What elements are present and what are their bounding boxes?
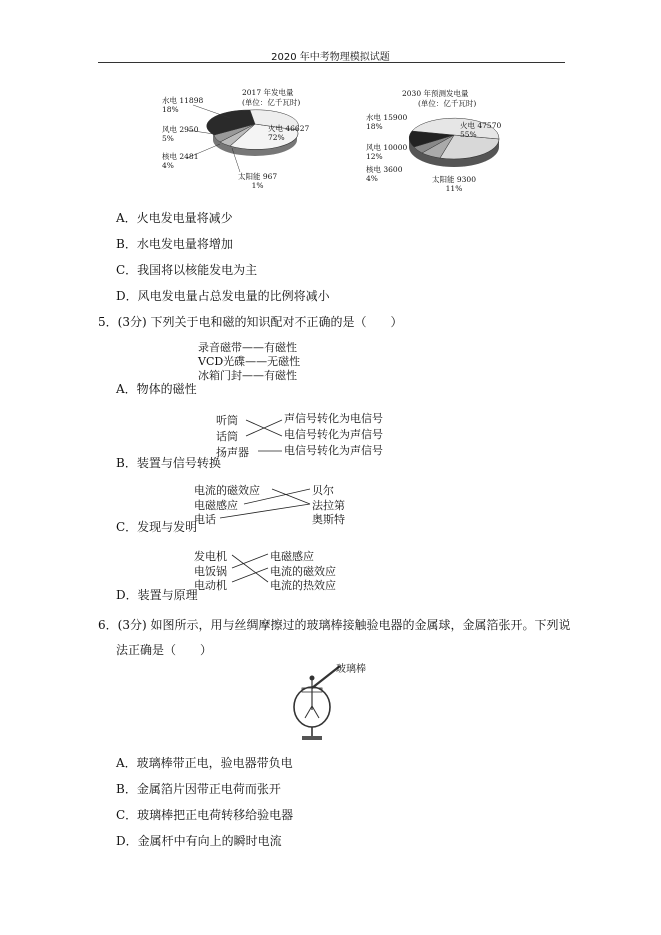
q5-c-figure: 电流的磁效应 电磁感应 电话 贝尔 法拉第 奥斯特: [192, 480, 372, 526]
q5-b-figure: 听筒 话筒 扬声器 声信号转化为电信号 电信号转化为声信号 电信号转化为声信号: [212, 408, 392, 460]
q6-option-c[interactable]: C．玻璃棒把正电荷转移给验电器: [116, 808, 294, 822]
label-wind: 风电 10000 12%: [366, 143, 408, 161]
electroscope-figure: [290, 660, 370, 746]
pie-chart-2030: [362, 85, 522, 195]
label-hydro: 水电 11898 18%: [162, 96, 204, 114]
chart-unit: (单位：亿千瓦时): [418, 99, 477, 108]
q5-a-figure: 录音磁带——有磁性 VCD光碟——无磁性 冰箱门封——有磁性: [198, 341, 301, 382]
chart-title: 2017 年发电量: [242, 88, 294, 97]
q5-d-figure: 发电机 电饭锅 电动机 电磁感应 电流的磁效应 电流的热效应: [192, 546, 372, 592]
glass-rod-label: 玻璃棒: [336, 664, 366, 675]
q4-option-d[interactable]: D．风电发电量占总发电量的比例将减小: [116, 289, 330, 303]
q6-stem-line2: 法正确是（ ）: [116, 643, 213, 657]
label-nuclear: 核电 2481 4%: [162, 152, 199, 170]
pie-chart-2017: [150, 80, 325, 190]
q5-option-a[interactable]: A．物体的磁性: [116, 382, 197, 396]
label-hydro: 水电 15900 18%: [366, 113, 408, 131]
chart-title: 2030 年预测发电量: [402, 89, 469, 98]
label-solar: 太阳能 967 1%: [238, 172, 278, 190]
q5-option-d[interactable]: D．装置与原理: [116, 588, 198, 602]
chart-unit: (单位：亿千瓦时): [242, 98, 301, 107]
label-thermal: 火电 46627 72%: [268, 124, 310, 142]
q4-option-c[interactable]: C．我国将以核能发电为主: [116, 263, 258, 277]
q6-option-b[interactable]: B．金属箔片因带正电荷而张开: [116, 782, 281, 796]
q6-option-a[interactable]: A．玻璃棒带正电，验电器带负电: [116, 756, 293, 770]
header-divider: [98, 62, 565, 63]
q4-option-a[interactable]: A．火电发电量将减少: [116, 211, 233, 225]
q5-option-c[interactable]: C．发现与发明: [116, 520, 198, 534]
label-nuclear: 核电 3600 4%: [366, 165, 403, 183]
page-header: 2020 年中考物理模拟试题: [271, 52, 390, 63]
label-wind: 风电 2950 5%: [162, 125, 199, 143]
q6-option-d[interactable]: D．金属杆中有向上的瞬时电流: [116, 834, 282, 848]
q6-stem-line1: 6．(3分) 如图所示，用与丝绸摩擦过的玻璃棒接触验电器的金属球，金属箔张开。下列说: [98, 618, 571, 632]
q5-option-b[interactable]: B．装置与信号转换: [116, 456, 221, 470]
label-thermal: 火电 47570 55%: [460, 121, 502, 139]
q5-stem: 5．(3分) 下列关于电和磁的知识配对不正确的是（ ）: [98, 315, 403, 329]
q4-option-b[interactable]: B．水电发电量将增加: [116, 237, 233, 251]
label-solar: 太阳能 9300 11%: [432, 175, 476, 193]
